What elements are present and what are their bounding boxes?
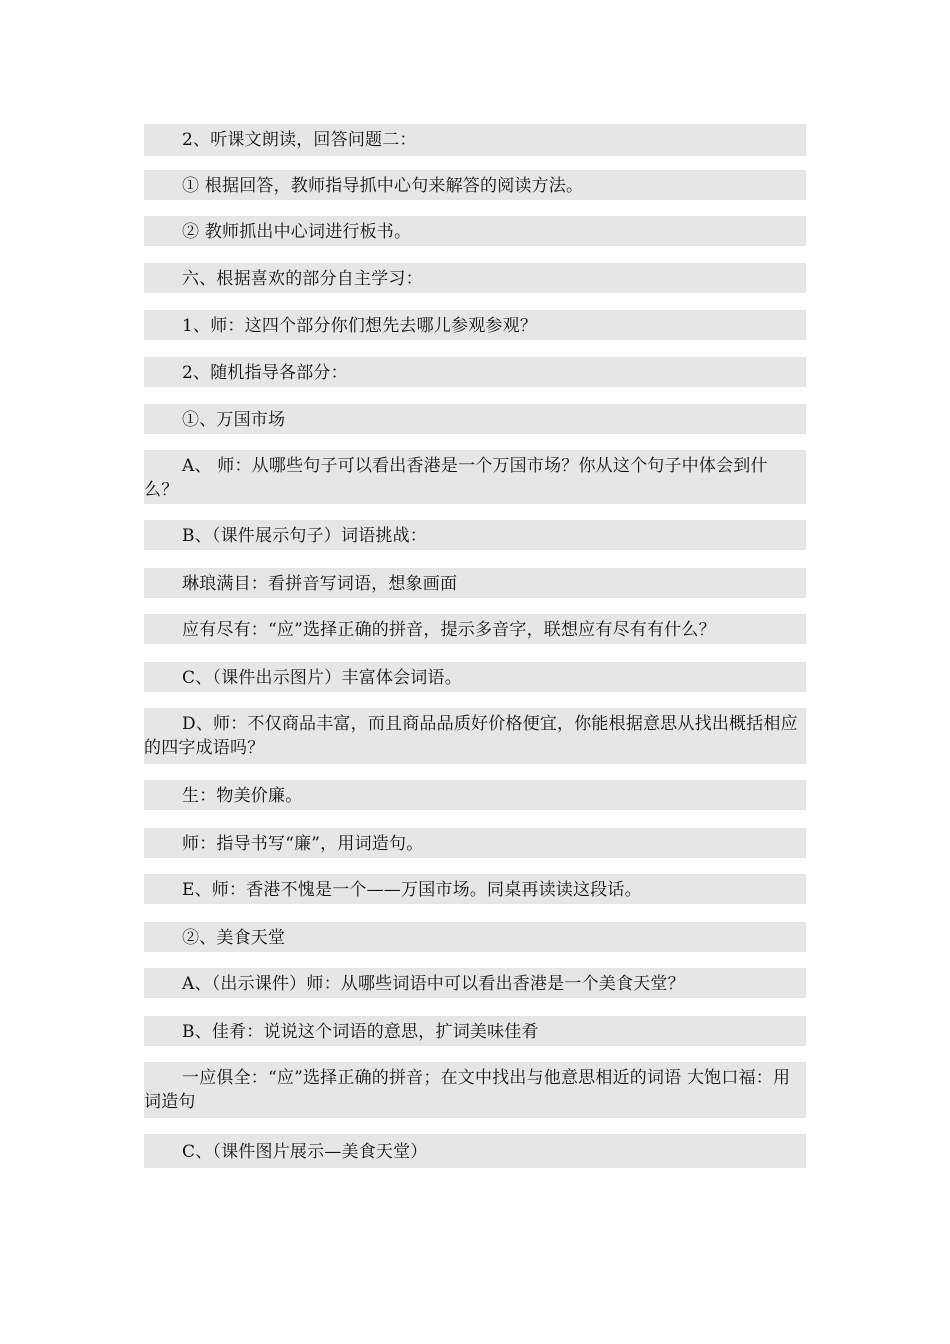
paragraph: ① 根据回答，教师指导抓中心句来解答的阅读方法。 [182,176,584,196]
paragraph: E、师：香港不愧是一个——万国市场。同桌再读读这段话。 [182,880,642,900]
paragraph: ②、美食天堂 [182,928,286,948]
paragraph: 2、听课文朗读，回答问题二： [182,130,417,150]
paragraph: C、（课件出示图片）丰富体会词语。 [182,668,462,688]
paragraph: 师：指导书写“廉”，用词造句。 [182,834,424,854]
document-body [144,124,806,1168]
paragraph: 1、师：这四个部分你们想先去哪儿参观参观？ [182,316,538,336]
paragraph: 应有尽有：“应”选择正确的拼音，提示多音字，联想应有尽有有什么？ [182,620,716,640]
paragraph: ② 教师抓出中心词进行板书。 [182,222,412,242]
paragraph: B、佳肴：说说这个词语的意思，扩词美味佳肴 [182,1022,539,1042]
paragraph: ①、万国市场 [182,410,286,430]
paragraph: A、（出示课件）师：从哪些词语中可以看出香港是一个美食天堂？ [182,974,685,994]
paragraph: C、（课件图片展示—美食天堂） [182,1142,428,1162]
paragraph: B、（课件展示句子）词语挑战： [182,526,427,546]
paragraph: D、师：不仅商品丰富，而且商品品质好价格便宜，你能根据意思从找出概括相应的四字成语吗？ [144,714,798,758]
paragraph: 2、随机指导各部分： [182,363,348,383]
paragraph: 六、根据喜欢的部分自主学习： [182,269,423,289]
paragraph: 琳琅满目：看拼音写词语，想象画面 [182,574,458,594]
paragraph: A、 师：从哪些句子可以看出香港是一个万国市场？你从这个句子中体会到什 么？ [144,456,768,500]
paragraph: 一应俱全：“应”选择正确的拼音；在文中找出与他意思相近的词语 大饱口福：用词造句 [144,1068,791,1112]
paragraph: 生：物美价廉。 [182,786,303,806]
